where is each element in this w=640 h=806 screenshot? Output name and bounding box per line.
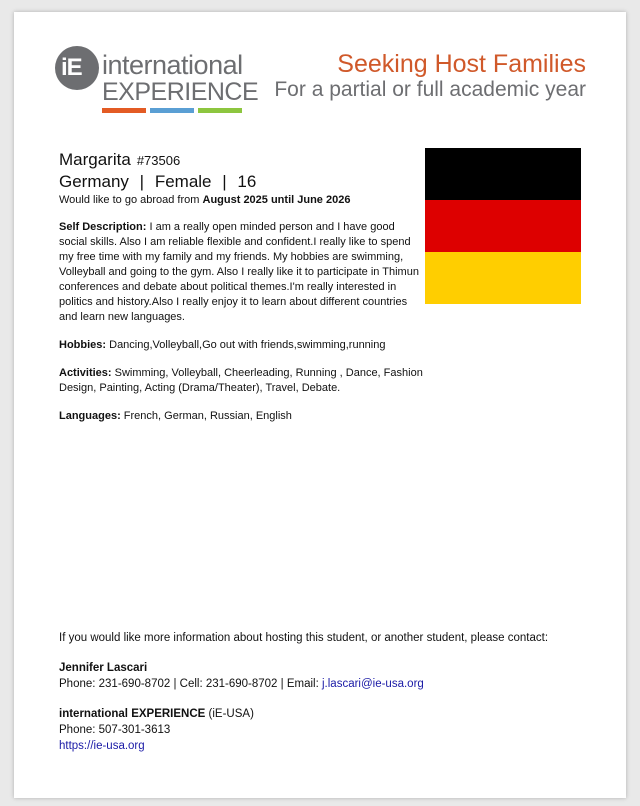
activities — [59, 366, 424, 396]
languages-text: French, German, Russian, English — [123, 410, 292, 422]
student-meta-line — [59, 171, 411, 193]
logo-bar-orange — [102, 108, 146, 113]
student-name-line — [59, 150, 411, 171]
contact-person-name: Jennifer Lascari — [59, 662, 148, 674]
contact-person-line — [59, 676, 599, 692]
student-profile — [59, 220, 424, 437]
germany-flag-icon — [425, 148, 581, 304]
student-id: #73506 — [136, 153, 181, 168]
org-suffix: (iE-USA) — [208, 708, 254, 720]
contact-person-phones: Phone: 231-690-8702 | Cell: 231-690-8702 | Email: — [59, 678, 319, 690]
activities-label: Activities: — [59, 367, 112, 379]
logo-bar-blue — [150, 108, 194, 113]
org-phone: Phone: 507-301-3613 — [59, 724, 171, 736]
student-summary — [59, 150, 411, 208]
student-name: Margarita — [59, 150, 131, 169]
self-description-label: Self Description: — [59, 221, 147, 233]
flag-stripe-black — [425, 148, 581, 200]
ie-badge-icon — [55, 46, 99, 90]
logo-line-international: international — [102, 50, 243, 80]
contact-email-link[interactable]: j.lascari@ie-usa.org — [322, 678, 424, 690]
student-age: 16 — [237, 172, 257, 191]
ie-logo — [55, 46, 259, 130]
page-subtitle: For a partial or full academic year — [274, 78, 586, 101]
page-title: Seeking Host Families — [337, 50, 586, 78]
separator: | — [139, 172, 145, 191]
hobbies — [59, 338, 424, 353]
hobbies-text: Dancing,Volleyball,Go out with friends,swimming,running — [109, 339, 386, 351]
self-description — [59, 220, 424, 325]
separator: | — [222, 172, 227, 191]
languages — [59, 409, 424, 424]
student-country: Germany — [59, 172, 129, 191]
org-name: international EXPERIENCE — [59, 708, 206, 720]
flag-stripe-gold — [425, 252, 581, 304]
activities-text: Swimming, Volleyball, Cheerleading, Running , Dance, Fashion Design, Painting, Acting (Drama/Theater), Travel, Debate. — [59, 367, 423, 394]
logo-line-experience: EXPERIENCE — [102, 78, 259, 106]
logo-bar-green — [198, 108, 242, 113]
program-dates: August 2025 until June 2026 — [202, 194, 351, 206]
org-line — [59, 706, 599, 722]
document-page — [14, 12, 626, 798]
hobbies-label: Hobbies: — [59, 339, 107, 351]
logo-badge-text: iE — [61, 54, 82, 81]
self-description-text: I am a really open minded person and I have good social skills. Also I am reliable flexible and confident.I really like to spend my free time with my family and my friends. My hobbies are swimming, Volleyball and going to the gym. Also I really like it to participate in Thimun conferences and debate about political themes.I'm really interested in politics and history.Also I really enjoy it to learn about different countries and learn new languages. — [59, 221, 419, 323]
logo-color-bars — [102, 108, 242, 113]
program-dates-line — [59, 193, 411, 208]
student-gender: Female — [154, 172, 212, 191]
dates-prefix: Would like to go abroad from — [59, 194, 200, 206]
languages-label: Languages: — [59, 410, 121, 422]
flag-stripe-red — [425, 200, 581, 252]
contact-intro: If you would like more information about hosting this student, or another student, please contact: — [59, 632, 549, 644]
org-website-link[interactable]: https://ie-usa.org — [59, 740, 145, 752]
contact-block — [59, 630, 599, 754]
